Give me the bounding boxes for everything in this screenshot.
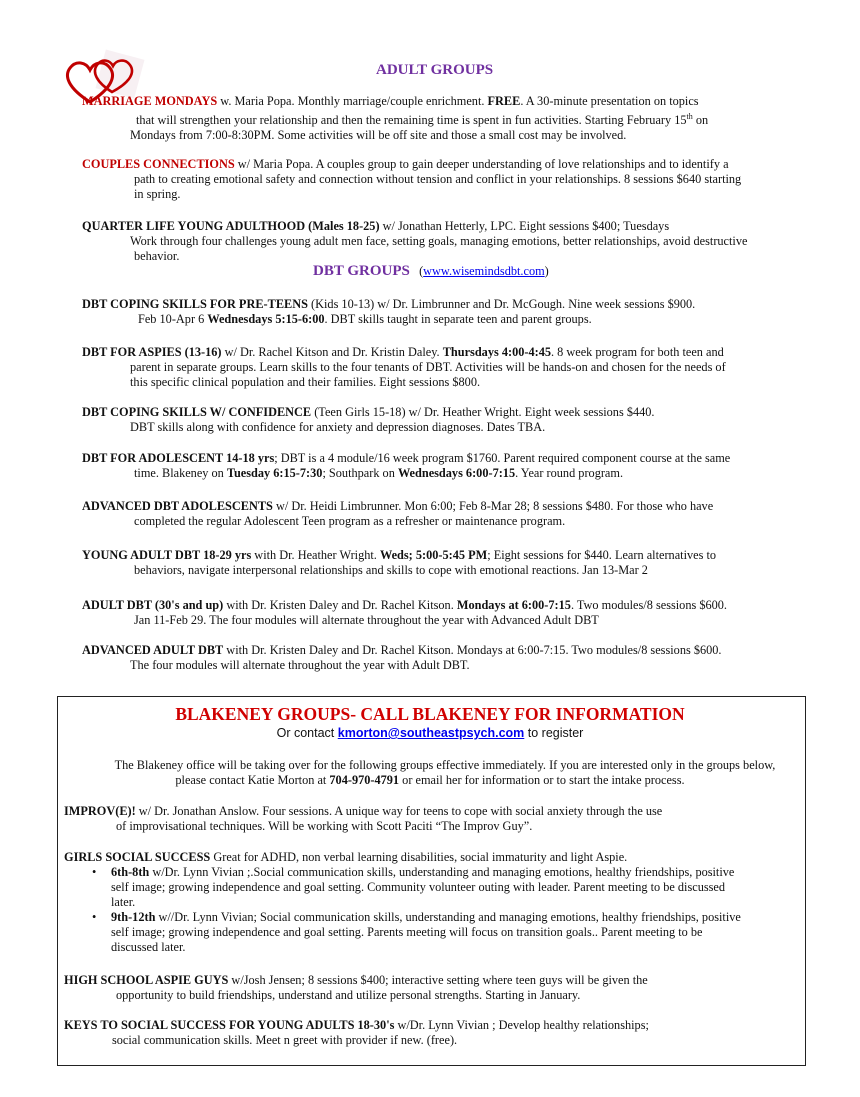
advanced-adult-dbt-entry: ADVANCED ADULT DBT with Dr. Kristen Daley and Dr. Rachel Kitson. Mondays at 6:00-7:15. Two modules/8 sessions $600. The four modules will alternate throughout the year with Adult DBT. <box>82 643 722 672</box>
blakeney-contact: Or contact kmorton@southeastpsych.com to register <box>276 726 584 740</box>
blakeney-title: BLAKENEY GROUPS- CALL BLAKENEY FOR INFORMATION <box>175 704 685 724</box>
couples-connections-name: COUPLES CONNECTIONS <box>82 157 235 171</box>
list-item: • 9th-12th w//Dr. Lynn Vivian; Social communication skills, understanding and managing emotions, healthy friendships, positive self image; growing independence and goal setting. Parents meeting will focus on transition goals.. Parent meeting to be discussed later. <box>92 910 741 954</box>
quarter-life-entry: QUARTER LIFE YOUNG ADULTHOOD (Males 18-25) w/ Jonathan Hetterly, LPC. Eight sessions $400; Tuesdays Work through four challenges young adult men face, setting goals, managing emotions, better relationships, avoid destructive behavior. <box>82 219 748 263</box>
list-item: • 6th-8th w/Dr. Lynn Vivian ;.Social communication skills, understanding and managing emotions, healthy friendships, positive self image; growing independence and goal setting. Community volunteer outing with leader. Parent meeting to be discussed later. <box>92 865 735 909</box>
marriage-mondays-name: MARRIAGE MONDAYS <box>82 94 218 108</box>
dbt-groups-heading: DBT GROUPS (www.wisemindsdbt.com) <box>313 263 549 279</box>
email-link[interactable]: kmorton@southeastpsych.com <box>337 726 525 740</box>
high-school-aspie-entry: HIGH SCHOOL ASPIE GUYS w/Josh Jensen; 8 sessions $400; interactive setting where teen guys will be given the opportunity to build friendships, understand and utilize personal strengths. Starting in January. <box>64 973 648 1002</box>
dbt-preteens-entry: DBT COPING SKILLS FOR PRE-TEENS (Kids 10-13) w/ Dr. Limbrunner and Dr. McGough. Nine week sessions $900. Feb 10-Apr 6 Wednesdays 5:15-6:00. DBT skills taught in separate teen and parent groups. <box>82 297 696 326</box>
dbt-aspies-entry: DBT FOR ASPIES (13-16) w/ Dr. Rachel Kitson and Dr. Kristin Daley. Thursdays 4:00-4:45. 8 week program for both teen and parent in separate groups. Learn skills to the four tenants of DBT. Activities will be hands-on and chosen for the needs of this specific clinical population and their families. Eight sessions $800. <box>82 345 726 389</box>
blakeney-intro: The Blakeney office will be taking over for the following groups effective immediately. If you are interested only in the groups below, please contact Katie Morton at 704-970-4791 or email her for information or to start the intake process. <box>114 758 776 787</box>
girls-social-success-entry: GIRLS SOCIAL SUCCESS Great for ADHD, non verbal learning disabilities, social immaturity and light Aspie. • 6th-8th w/Dr. Lynn Vivian ;.Social communication skills, understanding and managing emotions, healthy friendships, positive self image; growing independence and goal setting. Community volunteer outing with leader. Parent meeting to be discussed later. • 9th-12th w//Dr. Lynn Vivian; Social communication skills, understanding and managing emotions, healthy friendships, positive self image; growing independence and goal setting. Parents meeting will focus on transition goals.. Parent meeting to be discussed later. <box>64 850 806 955</box>
adult-dbt-entry: ADULT DBT (30's and up) with Dr. Kristen Daley and Dr. Rachel Kitson. Mondays at 6:00-7:15. Two modules/8 sessions $600. Jan 11-Feb 29. The four modules will alternate throughout the year with Advanced Adult DBT <box>82 598 727 627</box>
wiseminds-link[interactable]: www.wisemindsdbt.com <box>423 264 545 278</box>
bullet-icon: • <box>92 865 97 879</box>
marriage-mondays-entry: MARRIAGE MONDAYS w. Maria Popa. Monthly marriage/couple enrichment. FREE. A 30-minute presentation on topics that will strengthen your relationship and then the remaining time is spent in fun activities. Starting February 15th on Mondays from 7:00-8:30PM. Some activities will be off site and those a small cost may be involved. <box>82 94 709 143</box>
bullet-icon: • <box>92 910 97 924</box>
advanced-dbt-adolescents-entry: ADVANCED DBT ADOLESCENTS w/ Dr. Heidi Limbrunner. Mon 6:00; Feb 8-Mar 28; 8 sessions $480. For those who have completed the regular Adolescent Teen program as a refresher or maintenance program. <box>82 499 714 528</box>
adult-groups-title: ADULT GROUPS <box>376 62 494 78</box>
dbt-adolescent-entry: DBT FOR ADOLESCENT 14-18 yrs; DBT is a 4 module/16 week program $1760. Parent required component course at the same time. Blakeney on Tuesday 6:15-7:30; Southpark on Wednesdays 6:00-7:15. Year round program. <box>82 451 731 480</box>
dbt-confidence-entry: DBT COPING SKILLS W/ CONFIDENCE (Teen Girls 15-18) w/ Dr. Heather Wright. Eight week sessions $440. DBT skills along with confidence for anxiety and depression diagnoses. Dates TBA. <box>82 405 655 434</box>
couples-connections-entry: COUPLES CONNECTIONS w/ Maria Popa. A couples group to gain deeper understanding of love relationships and to identify a path to creating emotional safety and connection without tension and conflict in your relationships. 8 sessions $640 starting in spring. <box>82 157 742 201</box>
young-adult-dbt-entry: YOUNG ADULT DBT 18-29 yrs with Dr. Heather Wright. Weds; 5:00-5:45 PM; Eight sessions for $440. Learn alternatives to behaviors, navigate interpersonal relationships and skills to cope with emotional reactions. Jan 13-Mar 2 <box>82 548 717 577</box>
improv-entry: IMPROV(E)! w/ Dr. Jonathan Anslow. Four sessions. A unique way for teens to cope with social anxiety through the use of improvisational techniques. Will be working with Scott Paciti “The Improv Guy”. <box>64 804 663 833</box>
keys-social-success-entry: KEYS TO SOCIAL SUCCESS FOR YOUNG ADULTS 18-30's w/Dr. Lynn Vivian ; Develop healthy relationships; social communication skills. Meet n greet with provider if new. (free). <box>64 1018 649 1047</box>
phone-number: 704-970-4791 <box>329 773 400 787</box>
dbt-groups-title: DBT GROUPS <box>313 263 410 279</box>
